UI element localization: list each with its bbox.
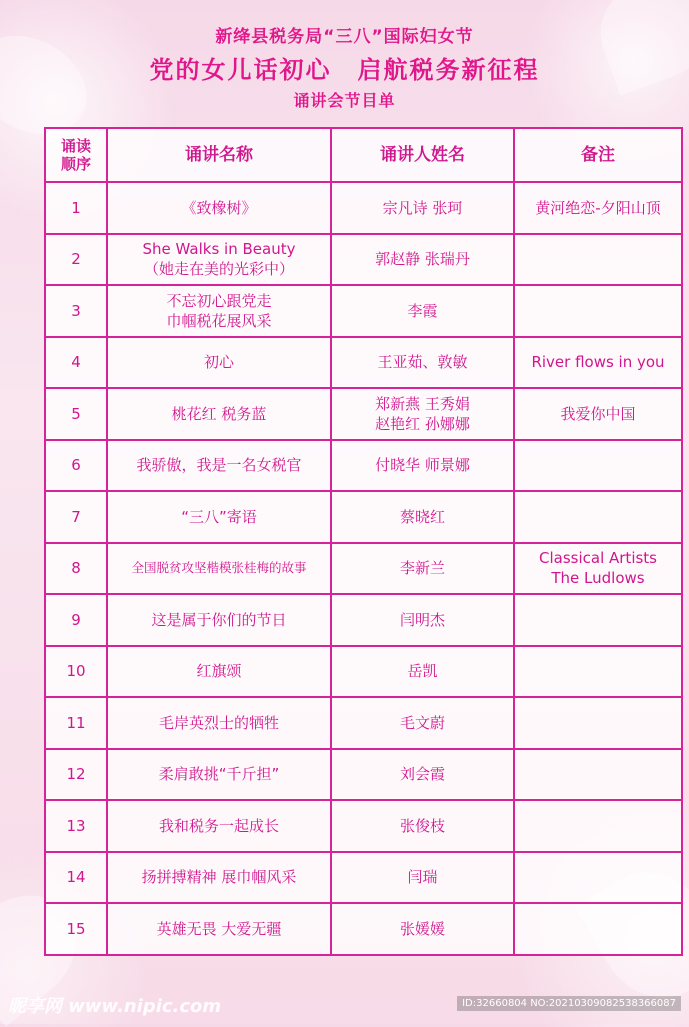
- cell-note: [514, 491, 682, 543]
- table-row: [45, 440, 682, 492]
- cell-order: 12: [45, 749, 107, 801]
- cell-speaker: 蔡晓红: [331, 491, 514, 543]
- cell-title: 毛岸英烈士的牺牲: [107, 697, 331, 749]
- cell-note: [514, 594, 682, 646]
- cell-speaker: 闫瑞: [331, 852, 514, 904]
- table-row: [45, 285, 682, 337]
- watermark-id: ID:32660804 NO:20210309082538366087: [457, 996, 681, 1011]
- cell-note: [514, 697, 682, 749]
- table-row: [45, 337, 682, 389]
- cell-note: [514, 234, 682, 286]
- cell-title: 我和税务一起成长: [107, 800, 331, 852]
- cell-note: River flows in you: [514, 337, 682, 389]
- table-row: [45, 491, 682, 543]
- cell-speaker: 付晓华 师景娜: [331, 440, 514, 492]
- cell-order: 2: [45, 234, 107, 286]
- column-header-order: [45, 128, 107, 182]
- cell-speaker: 张媛媛: [331, 903, 514, 955]
- cell-title: 初心: [107, 337, 331, 389]
- cell-speaker: 闫明杰: [331, 594, 514, 646]
- table-header-row: [45, 128, 682, 182]
- cell-title: 《致橡树》: [107, 182, 331, 234]
- cell-title: 扬拼搏精神 展巾帼风采: [107, 852, 331, 904]
- cell-note: [514, 749, 682, 801]
- cell-title: 桃花红 税务蓝: [107, 388, 331, 440]
- cell-speaker: 王亚茹、敦敏: [331, 337, 514, 389]
- cell-speaker: 毛文蔚: [331, 697, 514, 749]
- cell-speaker: 李新兰: [331, 543, 514, 595]
- column-header-order-label: 诵读 顺序: [60, 137, 91, 173]
- cell-order: 14: [45, 852, 107, 904]
- cell-note: Classical Artists The Ludlows: [514, 543, 682, 595]
- cell-order: 6: [45, 440, 107, 492]
- table-row: [45, 646, 682, 698]
- table-row: [45, 388, 682, 440]
- table-row: [45, 543, 682, 595]
- cell-title: She Walks in Beauty （她走在美的光彩中）: [107, 234, 331, 286]
- table-row: [45, 903, 682, 955]
- cell-note: [514, 800, 682, 852]
- cell-title: 柔肩敢挑“千斤担”: [107, 749, 331, 801]
- column-header-title: 诵讲名称: [107, 128, 331, 182]
- cell-title: 不忘初心跟党走 巾帼税花展风采: [107, 285, 331, 337]
- cell-order: 3: [45, 285, 107, 337]
- cell-title: 全国脱贫攻坚楷模张桂梅的故事: [107, 543, 331, 595]
- cell-order: 13: [45, 800, 107, 852]
- cell-title: 这是属于你们的节日: [107, 594, 331, 646]
- cell-note: [514, 852, 682, 904]
- column-header-note: 备注: [514, 128, 682, 182]
- watermark-logo: 昵享网 www.nipic.com: [8, 996, 222, 1017]
- program-list-title: 诵讲会节目单: [293, 91, 396, 110]
- table-row: [45, 800, 682, 852]
- cell-title: 红旗颂: [107, 646, 331, 698]
- table-row: [45, 594, 682, 646]
- cell-order: 8: [45, 543, 107, 595]
- cell-title: 英雄无畏 大爱无疆: [107, 903, 331, 955]
- table-row: [45, 697, 682, 749]
- cell-title: “三八”寄语: [107, 491, 331, 543]
- table-row: [45, 234, 682, 286]
- cell-order: 4: [45, 337, 107, 389]
- cell-order: 5: [45, 388, 107, 440]
- cell-speaker: 郭赵静 张瑞丹: [331, 234, 514, 286]
- cell-order: 10: [45, 646, 107, 698]
- header-subtitle: 新绛县税务局“三八”国际妇女节: [215, 27, 474, 47]
- cell-title: 我骄傲，我是一名女税官: [107, 440, 331, 492]
- cell-order: 1: [45, 182, 107, 234]
- cell-note: [514, 903, 682, 955]
- cell-note: 我爱你中国: [514, 388, 682, 440]
- cell-speaker: 郑新燕 王秀娟 赵艳红 孙娜娜: [331, 388, 514, 440]
- cell-note: 黄河绝恋-夕阳山顶: [514, 182, 682, 234]
- program-table: [44, 127, 683, 956]
- page-title: 党的女儿话初心 启航税务新征程: [149, 56, 540, 84]
- column-header-speaker: 诵讲人姓名: [331, 128, 514, 182]
- table-row: [45, 749, 682, 801]
- table-body: [45, 182, 682, 955]
- cell-speaker: 张俊枝: [331, 800, 514, 852]
- cell-speaker: 宗凡诗 张珂: [331, 182, 514, 234]
- cell-speaker: 李霞: [331, 285, 514, 337]
- table-row: [45, 852, 682, 904]
- cell-note: [514, 285, 682, 337]
- table-row: [45, 182, 682, 234]
- cell-speaker: 岳凯: [331, 646, 514, 698]
- cell-order: 7: [45, 491, 107, 543]
- cell-order: 11: [45, 697, 107, 749]
- cell-note: [514, 440, 682, 492]
- cell-note: [514, 646, 682, 698]
- cell-order: 15: [45, 903, 107, 955]
- cell-speaker: 刘会霞: [331, 749, 514, 801]
- cell-order: 9: [45, 594, 107, 646]
